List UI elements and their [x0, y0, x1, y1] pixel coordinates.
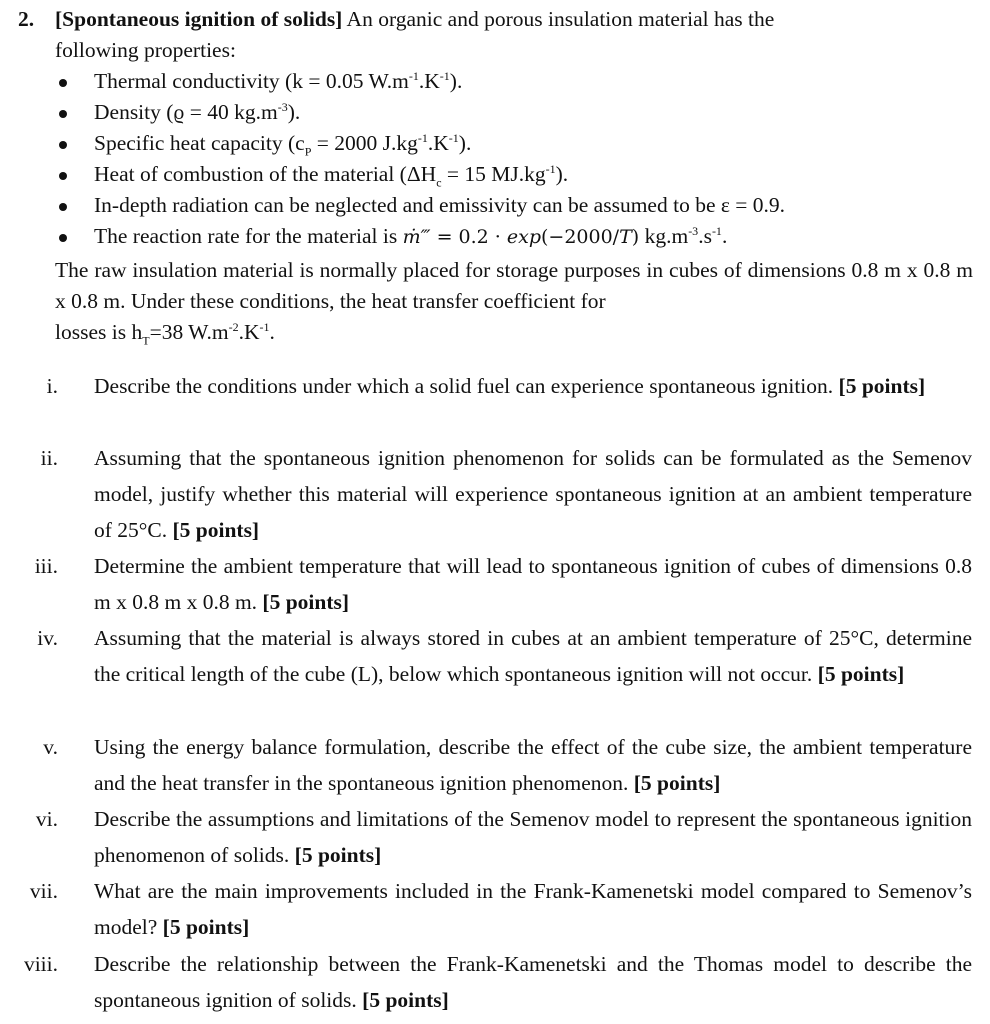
item-text: Determine the ambient temperature that will lead to spontaneous ignition of cubes of dimensions 0.8 m x 0.8 m x 0.8 m. [5 points]	[94, 554, 972, 614]
list-item	[55, 159, 975, 190]
property-specific-heat: Specific heat capacity ($c_P = 2000$ $J.kg^{-1}.K^{-1}$).	[94, 130, 472, 159]
item-text: Using the energy balance formulation, describe the effect of the cube size, the ambient temperature and the heat transfer in the spontaneous ignition phenomenon. [5 points]	[94, 735, 972, 795]
item-text: Assuming that the material is always stored in cubes at an ambient temperature of 25°C, determine the critical length of the cube (L), below which spontaneous ignition will not occur. [5 points]	[94, 626, 972, 686]
item-text: Assuming that the spontaneous ignition phenomenon for solids can be formulated as the Semenov model, justify whether this material will experience spontaneous ignition at an ambient temperature of 25°C. [5 points]	[94, 446, 972, 542]
storage-paragraph: The raw insulation material is normally placed for storage purposes in cubes of dimensions 0.8 m x 0.8 m x 0.8 m. Under these conditions, the heat transfer coefficient for	[55, 258, 973, 313]
list-item	[55, 221, 975, 252]
points-label: [5 points]	[172, 518, 260, 542]
question-heading	[18, 4, 974, 35]
item-number: ii.	[40, 446, 58, 470]
question-lead-line2: following properties:	[55, 38, 236, 62]
storage-last-line: losses is $h_T=38$ $W.m^{-2}.K^{-1}$.	[55, 319, 275, 348]
bullet-dot	[59, 79, 67, 87]
property-radiation-emissivity: In-depth radiation can be neglected and emissivity can be assumed to be ε = 0.9.	[94, 193, 786, 217]
bullet-dot	[59, 141, 67, 149]
list-item	[55, 128, 975, 159]
bullet-dot	[59, 203, 67, 211]
list-item	[55, 97, 975, 128]
item-number: vii.	[29, 879, 58, 903]
question-lead-line1: An organic and porous insulation material has the	[346, 7, 775, 31]
points-label: [5 points]	[262, 590, 350, 614]
item-text: Describe the conditions under which a solid fuel can experience spontaneous ignition. [5 points]	[94, 374, 926, 398]
item-number: vi.	[35, 807, 58, 831]
item-number: iv.	[37, 626, 58, 650]
item-number: viii.	[23, 952, 58, 976]
item-text: Describe the relationship between the Frank-Kamenetski and the Thomas model to describe the spontaneous ignition of solids. [5 points]	[94, 952, 972, 1012]
bullet-dot	[59, 172, 67, 180]
list-item	[55, 190, 975, 221]
item-number: iii.	[34, 554, 58, 578]
points-label: [5 points]	[294, 843, 382, 867]
points-label: [5 points]	[817, 662, 905, 686]
item-number: v.	[43, 735, 58, 759]
property-reaction-rate: The reaction rate for the material is ṁ‴ = 0.2 · exp(−2000/T) $kg.m^{-3}.s^{-1}$.	[94, 223, 728, 248]
points-label: [5 points]	[838, 374, 926, 398]
question-number: 2.	[18, 7, 35, 31]
points-label: [5 points]	[362, 988, 449, 1012]
bullet-dot	[59, 234, 67, 242]
property-density: Density (ϱ = 40 $kg.m^{-3}$).	[94, 99, 301, 124]
math-lhs: ṁ‴	[402, 226, 431, 248]
item-number: i.	[46, 374, 58, 398]
question-title: [Spontaneous ignition of solids]	[55, 7, 343, 31]
points-label: [5 points]	[633, 771, 721, 795]
list-item	[55, 66, 975, 97]
property-list	[55, 66, 975, 252]
item-text: Describe the assumptions and limitations of the Semenov model to represent the spontaneous ignition phenomenon of solids. [5 points]	[94, 807, 972, 867]
property-thermal-conductivity: Thermal conductivity (k = 0.05 $W.m^{-1}.K^{-1}$).	[94, 68, 463, 93]
storage-description	[55, 255, 973, 348]
property-heat-of-combustion: Heat of combustion of the material ($\Delta H_c = 15$ $MJ.kg^{-1}$).	[94, 161, 569, 190]
item-text: What are the main improvements included in the Frank-Kamenetski model compared to Semenov’s model? [5 points]	[94, 879, 972, 939]
points-label: [5 points]	[162, 915, 250, 939]
bullet-dot	[59, 110, 67, 118]
